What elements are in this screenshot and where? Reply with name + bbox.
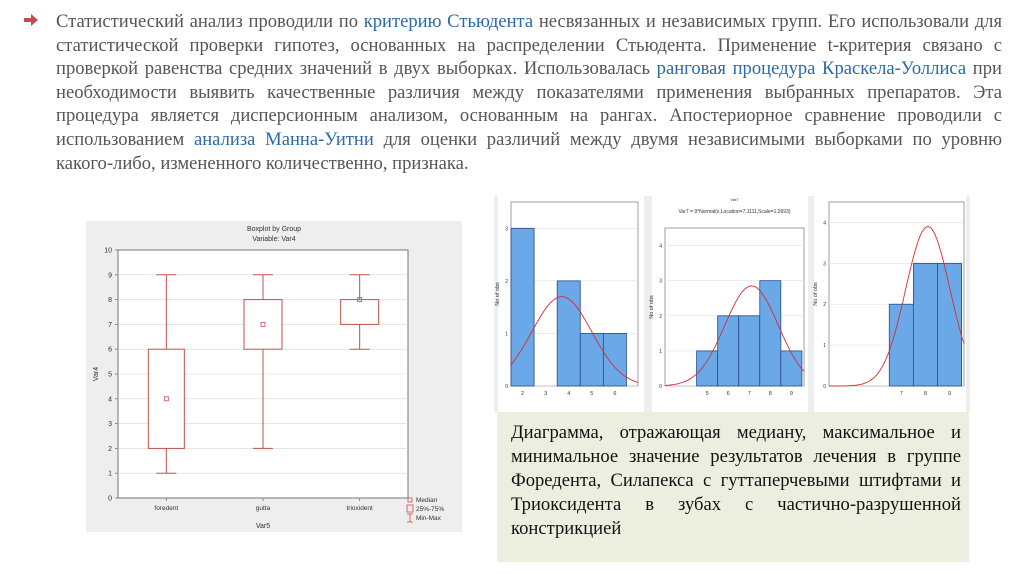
hist-x-tick-label: 6 (613, 391, 617, 397)
x-axis-label: Var5 (255, 523, 271, 530)
hist-y-tick-label: 0 (505, 384, 508, 390)
hist-y-tick-label: 3 (505, 226, 508, 233)
link-kruskal-wallis[interactable]: ранговая процедура Краскела-Уоллиса (656, 58, 967, 80)
y-tick-label: 4 (108, 396, 112, 404)
hist-bar (603, 333, 626, 386)
hist-bar (511, 228, 534, 386)
hist-y-axis-label: No of obs (649, 295, 655, 319)
x-tick-label: foredent (154, 505, 179, 512)
text-part-4: для оценки различий между двумя независимыми выборками по уровню какого-либо, измененного количественно, признака. (56, 128, 1003, 174)
hist-bar (889, 304, 913, 386)
boxplot-panel (86, 221, 462, 532)
y-tick-label: 7 (108, 321, 112, 329)
hist-bar (739, 316, 760, 386)
hist-bar (697, 351, 718, 386)
hist-y-tick-label: 0 (823, 384, 826, 390)
hist-bar (913, 263, 937, 386)
hist-y-tick-label: 1 (823, 343, 826, 350)
hist-x-tick-label: 9 (948, 391, 952, 397)
caption-box (497, 412, 969, 562)
hist-y-tick-label: 3 (823, 261, 826, 268)
text-part-2: несвязанных и независимых групп. Его использовали для статистической проверки гипотез, основанных на распределении Стьюдента. Применение t-критерия связано с проверкой равенства средних значений в двух выборках. Использовалась (56, 11, 1002, 80)
y-tick-label: 8 (108, 297, 112, 305)
hist-bar (781, 351, 802, 386)
text-part-1: Статистический анализ проводили по (56, 11, 364, 32)
legend-median-label: Median (416, 497, 438, 504)
boxplot-chart (86, 221, 462, 532)
bullet-arrow-icon (24, 14, 38, 26)
y-tick-label: 9 (108, 272, 112, 280)
hist-x-tick-label: 7 (747, 391, 751, 397)
hist-x-tick-label: 2 (521, 391, 525, 397)
legend-median-swatch (408, 498, 412, 502)
hist-y-tick-label: 2 (505, 278, 508, 285)
legend-iqr-swatch (407, 505, 413, 512)
histograms-panel (494, 196, 970, 412)
link-student-test[interactable]: критерию Стьюдента (363, 11, 534, 32)
text-part-3: при необходимости выявить качественные различия между показателями применения выбранных препаратов. Эта процедура является дисперсионным анализом, основанным на рангах. Апостериорное сравнение проводили с использованием (56, 58, 1002, 150)
hist-x-tick-label: 4 (567, 391, 571, 397)
box-iqr (148, 349, 184, 448)
hist-subtitle: Var7 = 9*Normal(x,Location=7.1111,Scale=1.2693) (678, 209, 791, 215)
hist-y-tick-label: 0 (659, 384, 662, 390)
hist-y-tick-label: 1 (659, 348, 662, 355)
hist-y-tick-label: 3 (659, 278, 662, 285)
caption-text: Диаграмма, отражающая медиану, максимальное и минимальное значение результатов лечения в группе Форедента, Силапекса с гуттаперчевыми штифтами и Триоксидента в зубах с частично-разрушенной констрикцией (511, 422, 961, 539)
chart-subtitle: Variable: Var4 (252, 236, 296, 243)
hist-title: Var7 (730, 197, 739, 202)
hist-x-tick-label: 5 (705, 391, 709, 397)
hist-x-tick-label: 6 (726, 391, 730, 397)
y-tick-label: 6 (108, 346, 112, 354)
histogram-charts (494, 196, 970, 412)
legend-iqr-label: 25%-75% (416, 506, 445, 513)
x-tick-label: gutta (255, 505, 271, 512)
chart-title: Boxplot by Group (246, 226, 302, 233)
hist-y-tick-label: 2 (823, 302, 826, 309)
hist-y-tick-label: 1 (505, 331, 508, 338)
body-paragraph (56, 10, 1002, 175)
hist-y-tick-label: 4 (659, 243, 662, 250)
hist-y-tick-label: 4 (823, 220, 826, 227)
hist-x-tick-label: 5 (590, 391, 594, 397)
box-iqr (341, 300, 379, 325)
y-tick-label: 2 (108, 445, 112, 453)
y-tick-label: 10 (104, 247, 112, 255)
y-tick-label: 3 (108, 421, 112, 429)
hist-y-tick-label: 2 (659, 313, 662, 320)
hist-y-axis-label: No of obs (813, 282, 819, 306)
y-axis-label: Var4 (93, 366, 100, 382)
x-tick-label: trioxident (346, 505, 373, 512)
hist-x-tick-label: 9 (789, 391, 793, 397)
box-iqr (244, 300, 282, 350)
hist-bar (760, 281, 781, 386)
hist-bar (937, 263, 961, 386)
hist-x-tick-label: 3 (544, 391, 548, 397)
hist-x-tick-label: 8 (768, 391, 772, 397)
legend-minmax-label: Min-Max (416, 515, 441, 522)
y-tick-label: 0 (108, 495, 112, 503)
hist-bar (580, 333, 603, 386)
y-tick-label: 1 (108, 470, 112, 478)
hist-bar (718, 316, 739, 386)
y-tick-label: 5 (108, 371, 112, 379)
hist-x-tick-label: 8 (923, 391, 927, 397)
hist-x-tick-label: 7 (899, 391, 903, 397)
link-mann-whitney[interactable]: анализа Манна-Уитни (193, 128, 374, 150)
hist-y-axis-label: No of obs (495, 282, 501, 306)
